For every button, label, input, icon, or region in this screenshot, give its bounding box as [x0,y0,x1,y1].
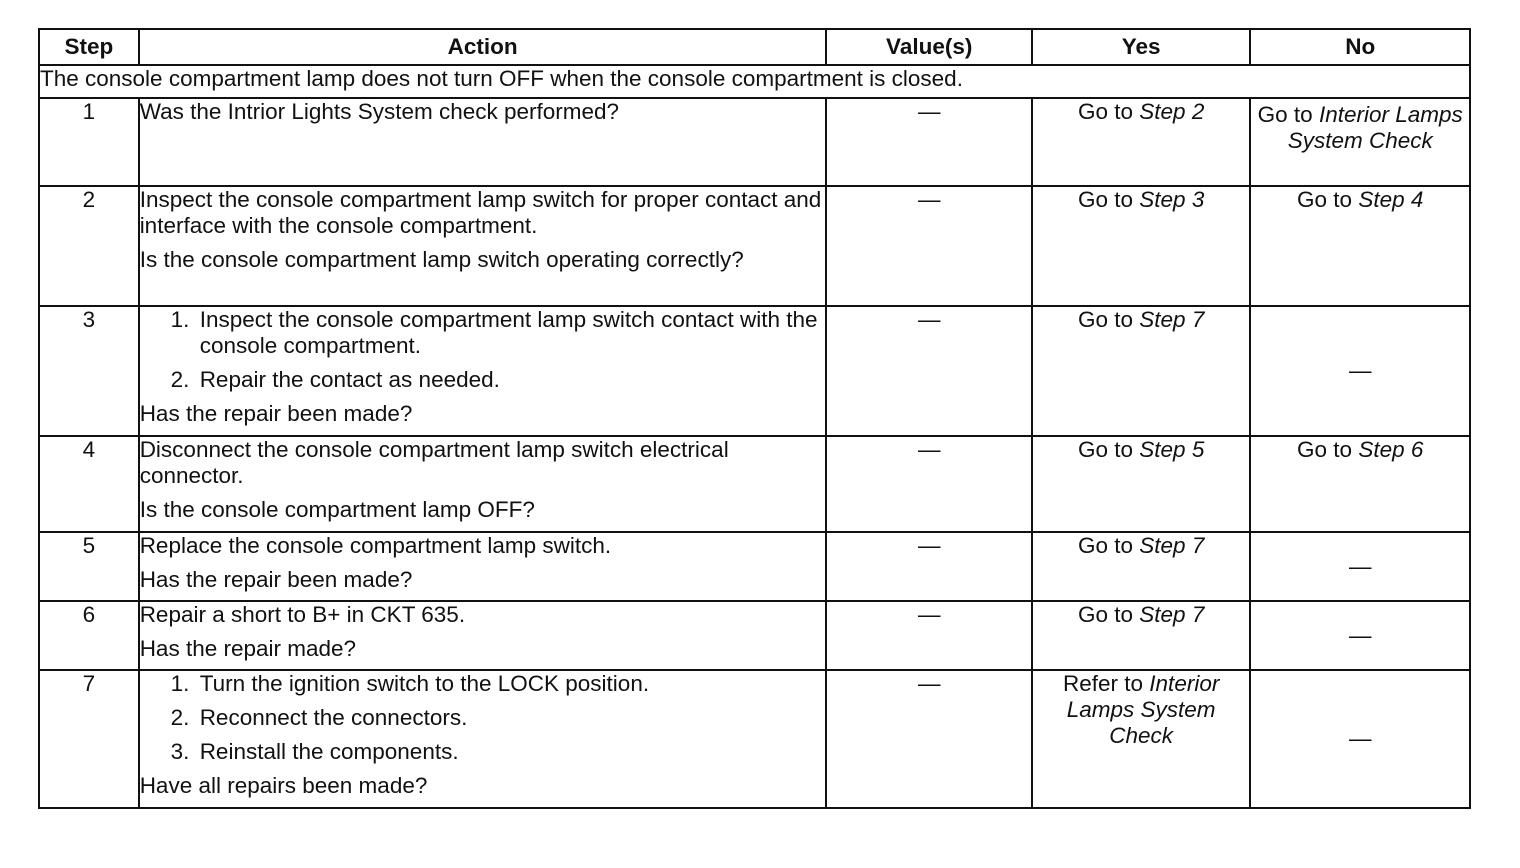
go-to-label: Go to [1257,102,1313,127]
dash-mark: — [917,533,941,558]
action-text: Inspect the console compartment lamp switch for proper contact and interface with the console compartment. [139,187,822,238]
value-cell [826,98,1031,186]
dash-mark: — [1348,726,1372,751]
action-question: Has the repair made? [139,636,357,661]
yes-cell [1032,670,1251,808]
list-item: 1. Inspect the console compartment lamp switch contact with the console compartment. [196,307,826,359]
yes-target: Step 7 [1139,602,1205,627]
table-row [39,186,1470,306]
value-cell [826,186,1031,306]
action-text: Disconnect the console compartment lamp switch electrical connector. [139,437,729,488]
go-to-label: Go to [1077,437,1134,462]
action-question: Is the console compartment lamp switch operating correctly? [139,247,744,272]
dash-mark: — [917,307,941,332]
yes-cell [1032,436,1251,532]
note-row [39,65,1470,98]
go-to-label: Go to [1077,187,1134,212]
table-row [39,670,1470,808]
action-question: Has the repair been made? [139,567,413,592]
action-question: Has the repair been made? [139,401,413,426]
go-to-label: Go to [1077,99,1134,124]
header-no: No [1250,29,1470,65]
action-cell [139,306,827,436]
step-number: 2 [39,186,139,306]
go-to-label: Go to [1077,307,1134,332]
action-cell [139,98,827,186]
yes-target: Step 2 [1139,99,1205,124]
action-question: Have all repairs been made? [139,773,428,798]
go-to-label: Go to [1297,187,1353,212]
list-item: 3. Reinstall the components. [196,739,826,765]
step-number: 6 [39,601,139,670]
dash-mark: — [1348,358,1372,383]
table-row [39,601,1470,670]
step-number: 4 [39,436,139,532]
table-row [39,532,1470,601]
value-cell [826,436,1031,532]
header-step: Step [39,29,139,65]
yes-target: Step 7 [1139,533,1205,558]
yes-cell [1032,186,1251,306]
no-cell [1250,670,1470,808]
action-cell [139,532,827,601]
action-text: Repair a short to B+ in CKT 635. [139,602,466,627]
no-cell [1250,186,1470,306]
action-cell [139,601,827,670]
header-yes: Yes [1032,29,1251,65]
header-action: Action [139,29,827,65]
action-question: Was the Intrior Lights System check performed? [139,99,620,124]
no-cell [1250,98,1470,186]
step-number: 1 [39,98,139,186]
dash-mark: — [917,602,941,627]
no-target: Interior Lamps System Check [1287,102,1463,153]
step-number: 7 [39,670,139,808]
dash-mark: — [917,99,941,124]
no-cell [1250,306,1470,436]
dash-mark: — [1348,622,1372,648]
action-cell [139,436,827,532]
yes-cell [1032,601,1251,670]
no-target: Step 6 [1358,437,1424,462]
value-cell [826,601,1031,670]
action-text: Replace the console compartment lamp switch. [139,533,612,558]
list-item: 1. Turn the ignition switch to the LOCK position. [196,671,826,697]
diagnostic-table [38,28,1471,809]
step-number: 3 [39,306,139,436]
dash-mark: — [917,671,941,696]
yes-cell [1032,306,1251,436]
value-cell [826,670,1031,808]
yes-cell [1032,532,1251,601]
dash-mark: — [1348,553,1372,579]
go-to-label: Go to [1077,533,1134,558]
dash-mark: — [917,437,941,462]
table-row [39,98,1470,186]
procedure-list [140,671,826,765]
no-cell [1250,436,1470,532]
yes-target: Step 5 [1139,437,1205,462]
go-to-label: Go to [1077,602,1134,627]
no-target: Step 4 [1358,187,1424,212]
action-question: Is the console compartment lamp OFF? [139,497,535,522]
symptom-note: The console compartment lamp does not turn OFF when the console compartment is closed. [39,65,1470,98]
no-cell [1250,601,1470,670]
go-to-label: Go to [1297,437,1353,462]
no-cell [1250,532,1470,601]
value-cell [826,306,1031,436]
header-row [39,29,1470,65]
action-cell [139,670,827,808]
table-row [39,306,1470,436]
refer-to-label: Refer to [1062,671,1144,696]
header-values: Value(s) [826,29,1031,65]
yes-target: Step 7 [1139,307,1205,332]
step-number: 5 [39,532,139,601]
value-cell [826,532,1031,601]
procedure-list [140,307,826,393]
yes-target: Step 3 [1139,187,1205,212]
yes-cell [1032,98,1251,186]
list-item: 2. Repair the contact as needed. [196,367,826,393]
dash-mark: — [917,187,941,212]
yes-target: Interior Lamps System Check [1066,671,1220,748]
list-item: 2. Reconnect the connectors. [196,705,826,731]
table-row [39,436,1470,532]
action-cell [139,186,827,306]
